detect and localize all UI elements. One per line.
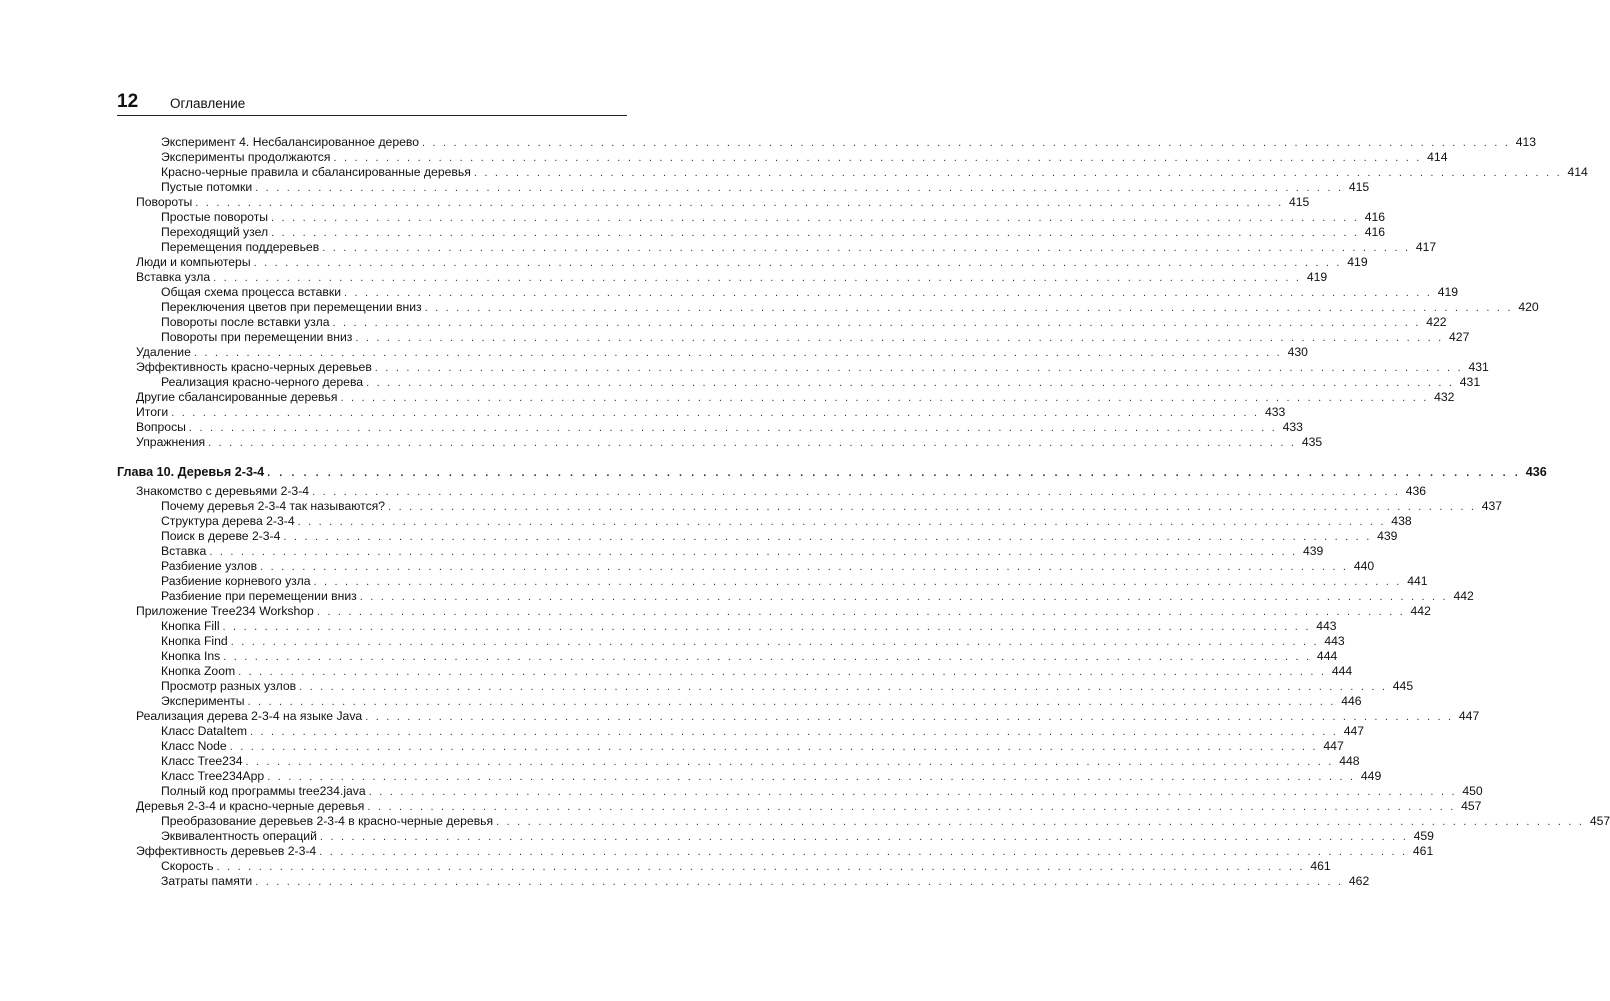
toc-entry-page: 439 (1377, 529, 1398, 543)
toc-entry (136, 270, 1328, 285)
toc-dot-leader: . . . . . . . . . . . . . . . . . . . . . . . . . . . . . . . . . . . . . . . . . . . . . . . . . . . . . . . . . . . . . . . . . . . . . . . . . . . . . . . . . . . . . . . . . . . . . . . . . . . . . . . . (230, 636, 1319, 648)
toc-entry-page: 431 (1459, 375, 1481, 389)
toc-dot-leader: . . . . . . . . . . . . . . . . . . . . . . . . . . . . . . . . . . . . . . . . . . . . . . . . . . . . . . . . . . . . . . . . . . . . . . . . . . . . . . . . . . . . . . . . . . . . . . . . . . . . . . . . (424, 302, 1513, 314)
toc-dot-leader: . . . . . . . . . . . . . . . . . . . . . . . . . . . . . . . . . . . . . . . . . . . . . . . . . . . . . . . . . . . . . . . . . . . . . . . . . . . . . . . . . . . . . . . . . . . . . . . . . . . . . . . . (388, 501, 1477, 513)
toc-entry-page: 419 (1437, 285, 1459, 299)
toc-dot-leader: . . . . . . . . . . . . . . . . . . . . . . . . . . . . . . . . . . . . . . . . . . . . . . . . . . . . . . . . . . . . . . . . . . . . . . . . . . . . . . . . . . . . . . . . . . . . . . . . . . . . . . . . (422, 137, 1511, 149)
toc-entry (161, 859, 1331, 874)
toc-entry-page: 444 (1331, 664, 1353, 678)
toc-entry (161, 754, 1360, 769)
toc-entry-title: Преобразование деревьев 2-3-4 в красно-черные деревья (161, 814, 494, 828)
toc-dot-leader: . . . . . . . . . . . . . . . . . . . . . . . . . . . . . . . . . . . . . . . . . . . . . . . . . . . . . . . . . . . . . . . . . . . . . . . . . . . . . . . . . . . . . . . . . . . . . . . . . . . . . . . . (319, 846, 1408, 858)
toc-dot-leader: . . . . . . . . . . . . . . . . . . . . . . . . . . . . . . . . . . . . . . . . . . . . . . . . . . . . . . . . . . . . . . . . . . . . . . . . . . . . . . . . . . . . . . . . . . . . . . . . . . . . . . . . (366, 377, 1455, 389)
toc-entry-page: 462 (1348, 874, 1370, 888)
toc-entry-title: Люди и компьютеры (136, 255, 251, 269)
toc-entry-page: 422 (1426, 315, 1447, 329)
toc-entry (161, 529, 1398, 544)
toc-entry-title: Класс Tree234 (161, 754, 243, 768)
toc-dot-leader: . . . . . . . . . . . . . . . . . . . . . . . . . . . . . . . . . . . . . . . . . . . . . . . . . . . . . . . . . . . . . . . . . . . . . . . . . . . . . . . . . . . . . . . . . . . . . . . . . . . . . . . . (365, 711, 1454, 723)
toc-entry-title: Реализация красно-черного дерева (161, 375, 364, 389)
toc-entry (161, 210, 1386, 225)
toc-entry-page: 413 (1515, 135, 1537, 149)
toc-entry-title: Скорость (161, 859, 214, 873)
toc-entry (136, 799, 1482, 814)
toc-entry-title: Класс DataItem (161, 724, 248, 738)
toc-entry-page: 436 (1405, 484, 1427, 498)
toc-entry-page: 443 (1324, 634, 1345, 648)
toc-entry-title: Просмотр разных узлов (161, 679, 297, 693)
toc-entry-title: Эксперименты продолжаются (161, 150, 331, 164)
toc-entry-title: Упражнения (136, 435, 206, 449)
toc-dot-leader: . . . . . . . . . . . . . . . . . . . . . . . . . . . . . . . . . . . . . . . . . . . . . . . . . . . . . . . . . . . . . . . . . . . . . . . . . . . . . . . . . . . . . . . . . . . . . . . . . . . . . . . . (213, 272, 1302, 284)
toc-dot-leader: . . . . . . . . . . . . . . . . . . . . . . . . . . . . . . . . . . . . . . . . . . . . . . . . . . . . . . . . . . . . . . . . . . . . . . . . . . . . . . . . . . . . . . . . . . . . . . . . . . . . . . . . (473, 167, 1562, 179)
toc-entry-title: Кнопка Ins (161, 649, 221, 663)
toc-entry-title: Красно-черные правила и сбалансированные деревья (161, 165, 471, 179)
toc-dot-leader: . . . . . . . . . . . . . . . . . . . . . . . . . . . . . . . . . . . . . . . . . . . . . . . . . . . . . . . . . . . . . . . . . . . . . . . . . . . . . . . . . . . . . . . . . . . . . . . . . . . . . . . . (209, 546, 1298, 558)
toc-entry (161, 724, 1365, 739)
running-header-title: Оглавление (170, 96, 246, 111)
toc-entry-title: Реализация дерева 2-3-4 на языке Java (136, 709, 363, 723)
toc-dot-leader: . . . . . . . . . . . . . . . . . . . . . . . . . . . . . . . . . . . . . . . . . . . . . . . . . . . . . . . . . . . . . . . . . . . . . . . . . . . . . . . . . . . . . . . . . . . . . . . . . . . . . . . . (374, 362, 1463, 374)
toc-entry (136, 484, 1427, 499)
toc-entry-page: 438 (1391, 514, 1412, 528)
toc-dot-leader: . . . . . . . . . . . . . . . . . . . . . . . . . . . . . . . . . . . . . . . . . . . . . . . . . . . . . . . . . . . . . . . . . . . . . . . . . . . . . . . . . . . . . . . . . . . . . . . . . . . . . . . . (208, 437, 1297, 449)
toc-entry (161, 679, 1414, 694)
toc-entry-title: Почему деревья 2-3-4 так называются? (161, 499, 386, 513)
toc-chapter-entry (117, 465, 1547, 480)
toc-entry-page: 447 (1343, 724, 1365, 738)
toc-entry-page: 444 (1316, 649, 1338, 663)
toc-dot-leader: . . . . . . . . . . . . . . . . . . . . . . . . . . . . . . . . . . . . . . . . . . . . . . . . . . . . . . . . . . . . . . . . . . . . . . . . . . . . . . . . . . . . . . . . . . . . . . . . . . . . . . . . (245, 756, 1334, 768)
toc-entry (161, 135, 1537, 150)
toc-entry-title: Общая схема процесса вставки (161, 285, 342, 299)
toc-entry (136, 255, 1368, 270)
toc-dot-leader: . . . . . . . . . . . . . . . . . . . . . . . . . . . . . . . . . . . . . . . . . . . . . . . . . . . . . . . . . . . . . . . . . . . . . . . . . . . . . . . . . . . . . . . . . . . . . . . . . . . . . . . . (267, 771, 1356, 783)
toc-entry-page: 419 (1347, 255, 1368, 269)
toc-entry-page: 461 (1310, 859, 1331, 873)
toc-entry-title: Удаление (136, 345, 191, 359)
toc-entry-title: Затраты памяти (161, 874, 253, 888)
toc-entry (161, 874, 1370, 889)
toc-entry-title: Переходящий узел (161, 225, 269, 239)
toc-entry (161, 499, 1503, 514)
toc-dot-leader: . . . . . . . . . . . . . . . . . . . . . . . . . . . . . . . . . . . . . . . . . . . . . . . . . . . . . . . . . . . . . . . . . . . . . . . . . . . . . . . . . . . . . . . . . . . . . . . . . . . . . . . . (271, 212, 1360, 224)
toc-entry (136, 405, 1286, 420)
toc-entry (161, 589, 1474, 604)
toc-entry-page: 441 (1407, 574, 1428, 588)
toc-entry-page: 414 (1567, 165, 1588, 179)
toc-dot-leader: . . . . . . . . . . . . . . . . . . . . . . . . . . . . . . . . . . . . . . . . . . . . . . . . . . . . . . . . . . . . . . . . . . . . . . . . . . . . . . . . . . . . . . . . . . . . . . . . . . . . . . . . (255, 182, 1344, 194)
toc-entry (161, 664, 1353, 679)
toc-entry-page: 430 (1287, 345, 1308, 359)
toc-dot-leader: . . . . . . . . . . . . . . . . . . . . . . . . . . . . . . . . . . . . . . . . . . . . . . . . . . . . . . . . . . . . . . . . . . . . . . . . . . . . . . . . . . . . . . . . . . . . . . . . . . . . . . . . (297, 516, 1386, 528)
toc-entry-page: 449 (1360, 769, 1382, 783)
toc-dot-leader: . . . . . . . . . . . . . . . . . . . . . . . . . . . . . . . . . . . . . . . . . . . . . . . . . . . . . . . . . . . . . . . . . . . . . . . . . . . . . . . . . . . . . . . . . . . . . . . . . . . . . . . . (223, 651, 1312, 663)
toc-dot-leader: . . . . . . . . . . . . . . . . . . . . . . . . . . . . . . . . . . . . . . . . . . . . . . . . . . . . . . . . . . . . . . . . . . . . . . . . . . . . . . . . . . . . . . . . . . . . . . . . . . . . . . . . (255, 876, 1344, 888)
toc-entry (136, 604, 1431, 619)
toc-entry-title: Структура дерева 2-3-4 (161, 514, 295, 528)
toc-entry (161, 634, 1345, 649)
toc-dot-leader: . . . . . . . . . . . . . . . . . . . . . . . . . . . . . . . . . . . . . . . . . . . . . . . . . . . . . . . . . . . . . . . . . . . . . . . . . . . . . . . . . . . . . . . . . . . . . . . . . . . . . . . . (171, 407, 1260, 419)
toc-entry-title: Кнопка Fill (161, 619, 220, 633)
toc-entry (161, 285, 1459, 300)
toc-entry (136, 360, 1489, 375)
toc-entry (161, 814, 1610, 829)
toc-entry-title: Пустые потомки (161, 180, 253, 194)
toc-entry-title: Простые повороты (161, 210, 269, 224)
toc-dot-leader: . . . . . . . . . . . . . . . . . . . . . . . . . . . . . . . . . . . . . . . . . . . . . . . . . . . . . . . . . . . . . . . . . . . . . . . . . . . . . . . . . . . . . . . . . . . . . . . . . . . . . . . . (271, 227, 1360, 239)
toc-entry-title: Кнопка Zoom (161, 664, 236, 678)
toc-entry-page: 437 (1481, 499, 1503, 513)
toc-entry (161, 514, 1412, 529)
toc-dot-leader: . . . . . . . . . . . . . . . . . . . . . . . . . . . . . . . . . . . . . . . . . . . . . . . . . . . . . . . . . . . . . . . . . . . . . . . . . . . . . . . . . . . . . . . . . . . . . . . . . . . . . . . . (312, 486, 1401, 498)
toc-entry-title: Перемещения поддеревьев (161, 240, 320, 254)
toc-entry-page: 445 (1392, 679, 1414, 693)
toc-entry-page: 433 (1282, 420, 1303, 434)
toc-entry-page: 459 (1413, 829, 1434, 843)
toc-entry-title: Знакомство с деревьями 2-3-4 (136, 484, 310, 498)
toc-entry-title: Повороты при перемещении вниз (161, 330, 353, 344)
toc-entry (161, 180, 1370, 195)
toc-entry-page: 419 (1306, 270, 1328, 284)
toc-entry (161, 300, 1539, 315)
toc-entry-page: 446 (1341, 694, 1362, 708)
toc-entry (161, 315, 1447, 330)
toc-entry (161, 559, 1375, 574)
toc-entry (161, 330, 1470, 345)
toc-entry-page: 417 (1415, 240, 1437, 254)
toc-entry-page: 457 (1461, 799, 1482, 813)
toc-entry-title: Класс Tree234App (161, 769, 265, 783)
toc-dot-leader: . . . . . . . . . . . . . . . . . . . . . . . . . . . . . . . . . . . . . . . . . . . . . . . . . . . . . . . . . . . . . . . . . . . . . . . . . . . . . . . . . . . . . . . . . . . . . . . . . . . . . . . . (222, 621, 1311, 633)
toc-entry (161, 784, 1483, 799)
toc-entry (161, 375, 1481, 390)
toc-entry-title: Поиск в дереве 2-3-4 (161, 529, 281, 543)
toc-dot-leader: . . . . . . . . . . . . . . . . . . . . . . . . . . . . . . . . . . . . . . . . . . . . . . . . . . . . . . . . . . . . . . . . . . . . . . . . . . . . . . . . . . . . . . . . . . . . . . . . . . . . . . . . (188, 422, 1277, 434)
toc-dot-leader: . . . . . . . . . . . . . . . . . . . . . . . . . . . . . . . . . . . . . . . . . . . . . . . . . . . . . . . . . . . . . . . . . . . . . . . . . . . . . . . . . . . . . . . . . . . . . . . . . . . . . . . . (253, 257, 1342, 269)
toc-entry-title: Итоги (136, 405, 169, 419)
toc-entry-page: 447 (1323, 739, 1344, 753)
toc-entry (161, 574, 1428, 589)
toc-dot-leader: . . . . . . . . . . . . . . . . . . . . . . . . . . . . . . . . . . . . . . . . . . . . . . . . . . . . . . . . . . . . . . . . . . . . . . . . . . . . . . . . . . . . . . . . . . . . . . . . . . . . . . . . (250, 726, 1339, 738)
toc-entry (161, 150, 1448, 165)
toc-entry (161, 649, 1338, 664)
toc-entry-page: 447 (1458, 709, 1480, 723)
toc-entry-title: Кнопка Find (161, 634, 228, 648)
toc-entry-title: Приложение Tree234 Workshop (136, 604, 314, 618)
toc-entry-title: Деревья 2-3-4 и красно-черные деревья (136, 799, 365, 813)
toc-entry (161, 619, 1337, 634)
toc-dot-leader: . . . . . . . . . . . . . . . . . . . . . . . . . . . . . . . . . . . . . . . . . . . . . . . . . . . . . . . . . . . . . . . . . . . . . . . . . . . . . . . . . . . . . . . . . . . . . . . . . . . . . . . . (333, 152, 1422, 164)
toc-dot-leader: . . . . . . . . . . . . . . . . . . . . . . . . . . . . . . . . . . . . . . . . . . . . . . . . . . . . . . . . . . . . . . . . . . . . . . . . . . . . . . . . . . . . . . . . . . . . . . . . . . . . . . . . (313, 576, 1402, 588)
toc-entry-title: Эффективность деревьев 2-3-4 (136, 844, 317, 858)
toc-dot-leader: . . . . . . . . . . . . . . . . . . . . . . . . . . . . . . . . . . . . . . . . . . . . . . . . . . . . . . . . . . . . . . . . . . . . . . . . . . . . . . . . . . . . . . . . . . . . . . . . . . . . . . . . (316, 606, 1405, 618)
toc-dot-leader: . . . . . . . . . . . . . . . . . . . . . . . . . . . . . . . . . . . . . . . . . . . . . . . . . . . . . . . . . . . . . . . . . . . . . . . . . . . . . . . . . . . . . . . . . . . . . . . . . . . . . . . . (247, 696, 1336, 708)
toc-entry (161, 769, 1382, 784)
toc-dot-leader: . . . . . . . . . . . . . . . . . . . . . . . . . . . . . . . . . . . . . . . . . . . . . . . . . . . . . . . . . . . . . . . . . . . . . . . . . . . . . . . . . . . . . . . . . . . . . . . . . . . . . . . . (283, 531, 1372, 543)
toc-entry-title: Разбиение при перемещении вниз (161, 589, 357, 603)
toc-entry-page: 461 (1412, 844, 1434, 858)
toc-entry (161, 165, 1588, 180)
toc-entry-page: 415 (1348, 180, 1370, 194)
toc-dot-leader: . . . . . . . . . . . . . . . . . . . . . . . . . . . . . . . . . . . . . . . . . . . . . . . . . . . . . . . . . . . . . . . . . . . . . . . . . . . . . . . . . . . . . . . . . . . . . . . . . . . . . . . . (496, 816, 1585, 828)
toc-dot-leader: . . . . . . . . . . . . . . . . . . . . . . . . . . . . . . . . . . . . . . . . . . . . . . . . . . . . . . . . . . . . . . . . . . . . . . . . . . . . . . . . . . . . . . . . . . . . . . . . . . . . . . . . (193, 347, 1282, 359)
toc-dot-leader: . . . . . . . . . . . . . . . . . . . . . . . . . . . . . . . . . . . . . . . . . . . . . . . . . . . . . . . . . . . . . . . . . . . . . . . . . . . . . . . . . . . . . . . . . . . . . . . . . . . . . . . . (299, 681, 1388, 693)
toc-entry-page: 415 (1288, 195, 1310, 209)
toc-entry (136, 420, 1303, 435)
toc-entry (136, 345, 1308, 360)
toc-entry-title: Эксперимент 4. Несбалансированное дерево (161, 135, 420, 149)
toc-entry (161, 694, 1362, 709)
toc-entry-page: 436 (1525, 465, 1547, 479)
toc-entry (136, 195, 1310, 210)
toc-entry-title: Разбиение корневого узла (161, 574, 311, 588)
toc-entry-page: 442 (1410, 604, 1431, 618)
toc-entry-page: 416 (1364, 210, 1386, 224)
toc-entry (161, 739, 1344, 754)
toc-entry-title: Переключения цветов при перемещении вниз (161, 300, 422, 314)
toc-dot-leader: . . . . . . . . . . . . . . . . . . . . . . . . . . . . . . . . . . . . . . . . . . . . . . . . . . . . . . . . . . . . . . . . . . . . . . . . . . . . . . . . . . . . . . . . . . . . . . . . . . . . . . . . (260, 561, 1349, 573)
toc-entry-title: Глава 10. Деревья 2-3-4 (117, 465, 265, 479)
toc-entry-page: 432 (1434, 390, 1455, 404)
page-number: 12 (117, 91, 139, 112)
toc-dot-leader: . . . . . . . . . . . . . . . . . . . . . . . . . . . . . . . . . . . . . . . . . . . . . . . . . . . . . . . . . . . . . . . . . . . . . . . . . . . . . . . . . . . . . . . . . . . . . . . . . . . . . . . . (355, 332, 1444, 344)
toc-dot-leader: . . . . . . . . . . . . . . . . . . . . . . . . . . . . . . . . . . . . . . . . . . . . . . . . . . . . . . . . . . . . . . . . . . . . . . . . . . . . . . . . . . . . . . . . . . . . . . . . . . . . . . . . (319, 831, 1408, 843)
toc-entry-page: 420 (1518, 300, 1539, 314)
toc-dot-leader: . . . . . . . . . . . . . . . . . . . . . . . . . . . . . . . . . . . . . . . . . . . . . . . . . . . . . . . . . . . . . . . . . . . . . . . . . . . . . . . . . . . . . . . . . . . . . . . . . . . . . . . . (332, 317, 1421, 329)
toc-entry-page: 448 (1339, 754, 1360, 768)
toc-entry-page: 442 (1453, 589, 1474, 603)
toc-entry-page: 435 (1301, 435, 1323, 449)
toc-entry-title: Повороты (136, 195, 193, 209)
toc-entry-title: Полный код программы tree234.java (161, 784, 366, 798)
toc-dot-leader: . . . . . . . . . . . . . . . . . . . . . . . . . . . . . . . . . . . . . . . . . . . . . . . . . . . . . . . . . . . . . . . . . . . . . . . . . . . . . . . . . . . . . . . . . . . . . . . . . . . . . . . . (267, 467, 1521, 479)
toc-entry-title: Эффективность красно-черных деревьев (136, 360, 372, 374)
toc-entry (161, 225, 1386, 240)
toc-entry (136, 435, 1323, 450)
toc-entry-title: Класс Node (161, 739, 227, 753)
toc-entry (161, 829, 1434, 844)
toc-entry (161, 240, 1437, 255)
toc-entry (136, 844, 1434, 859)
toc-entry (161, 544, 1324, 559)
toc-entry-page: 450 (1462, 784, 1483, 798)
toc-dot-leader: . . . . . . . . . . . . . . . . . . . . . . . . . . . . . . . . . . . . . . . . . . . . . . . . . . . . . . . . . . . . . . . . . . . . . . . . . . . . . . . . . . . . . . . . . . . . . . . . . . . . . . . . (340, 392, 1429, 404)
toc-dot-leader: . . . . . . . . . . . . . . . . . . . . . . . . . . . . . . . . . . . . . . . . . . . . . . . . . . . . . . . . . . . . . . . . . . . . . . . . . . . . . . . . . . . . . . . . . . . . . . . . . . . . . . . . (359, 591, 1448, 603)
toc-entry-title: Вставка узла (136, 270, 211, 284)
toc-entry-title: Эквивалентность операций (161, 829, 317, 843)
toc-entry-title: Разбиение узлов (161, 559, 258, 573)
toc-dot-leader: . . . . . . . . . . . . . . . . . . . . . . . . . . . . . . . . . . . . . . . . . . . . . . . . . . . . . . . . . . . . . . . . . . . . . . . . . . . . . . . . . . . . . . . . . . . . . . . . . . . . . . . . (238, 666, 1327, 678)
toc-dot-leader: . . . . . . . . . . . . . . . . . . . . . . . . . . . . . . . . . . . . . . . . . . . . . . . . . . . . . . . . . . . . . . . . . . . . . . . . . . . . . . . . . . . . . . . . . . . . . . . . . . . . . . . . (367, 801, 1456, 813)
toc-entry (136, 390, 1455, 405)
toc-dot-leader: . . . . . . . . . . . . . . . . . . . . . . . . . . . . . . . . . . . . . . . . . . . . . . . . . . . . . . . . . . . . . . . . . . . . . . . . . . . . . . . . . . . . . . . . . . . . . . . . . . . . . . . . (229, 741, 1318, 753)
toc-entry-page: 416 (1364, 225, 1386, 239)
toc-entry-title: Другие сбалансированные деревья (136, 390, 338, 404)
toc-entry-page: 427 (1449, 330, 1470, 344)
toc-dot-leader: . . . . . . . . . . . . . . . . . . . . . . . . . . . . . . . . . . . . . . . . . . . . . . . . . . . . . . . . . . . . . . . . . . . . . . . . . . . . . . . . . . . . . . . . . . . . . . . . . . . . . . . . (322, 242, 1411, 254)
toc-entry-page: 439 (1303, 544, 1324, 558)
toc-entry (136, 709, 1480, 724)
toc-entry-title: Вставка (161, 544, 207, 558)
toc-dot-leader: . . . . . . . . . . . . . . . . . . . . . . . . . . . . . . . . . . . . . . . . . . . . . . . . . . . . . . . . . . . . . . . . . . . . . . . . . . . . . . . . . . . . . . . . . . . . . . . . . . . . . . . . (344, 287, 1433, 299)
toc-entry-page: 433 (1264, 405, 1286, 419)
toc-dot-leader: . . . . . . . . . . . . . . . . . . . . . . . . . . . . . . . . . . . . . . . . . . . . . . . . . . . . . . . . . . . . . . . . . . . . . . . . . . . . . . . . . . . . . . . . . . . . . . . . . . . . . . . . (216, 861, 1305, 873)
toc-entry-page: 431 (1468, 360, 1489, 374)
toc-entry-page: 443 (1316, 619, 1337, 633)
toc-entry-page: 440 (1353, 559, 1375, 573)
toc-entry-title: Вопросы (136, 420, 186, 434)
toc-entry-page: 414 (1427, 150, 1448, 164)
toc-dot-leader: . . . . . . . . . . . . . . . . . . . . . . . . . . . . . . . . . . . . . . . . . . . . . . . . . . . . . . . . . . . . . . . . . . . . . . . . . . . . . . . . . . . . . . . . . . . . . . . . . . . . . . . . (195, 197, 1284, 209)
toc-entry-title: Повороты после вставки узла (161, 315, 330, 329)
toc-entry-page: 457 (1589, 814, 1610, 828)
toc-dot-leader: . . . . . . . . . . . . . . . . . . . . . . . . . . . . . . . . . . . . . . . . . . . . . . . . . . . . . . . . . . . . . . . . . . . . . . . . . . . . . . . . . . . . . . . . . . . . . . . . . . . . . . . . (368, 786, 1457, 798)
toc-entry-title: Эксперименты (161, 694, 245, 708)
